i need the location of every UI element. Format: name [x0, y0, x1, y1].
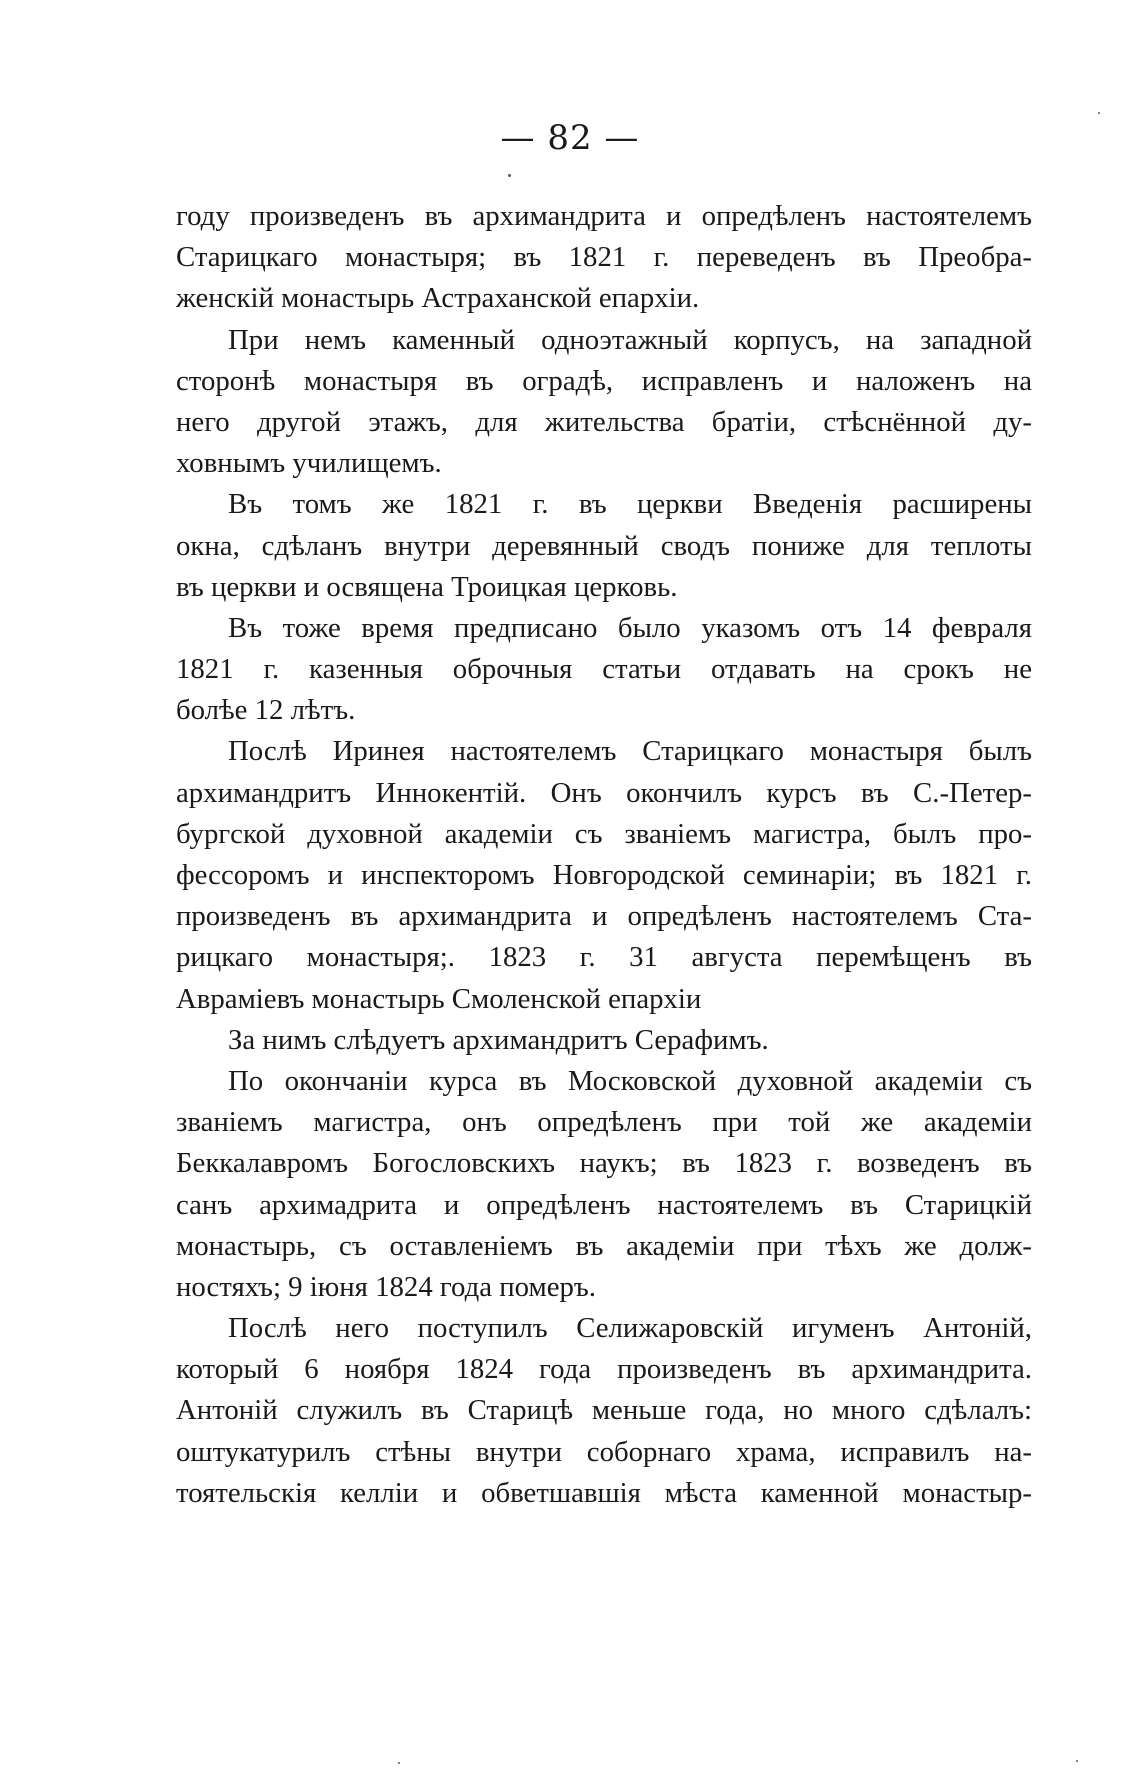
text-line: который 6 ноября 1824 года произведенъ въ архимандрита. — [176, 1353, 1032, 1386]
text-line: произведенъ въ архимандрита и опредѣленъ настоятелемъ Ста- — [176, 900, 1032, 933]
text-line: рицкаго монастыря;. 1823 г. 31 августа перемѣщенъ въ — [176, 941, 1032, 974]
text-line: ховнымъ училищемъ. — [176, 447, 442, 480]
text-line: монастырь, съ оставленіемъ въ академіи при тѣхъ же долж- — [176, 1229, 1032, 1262]
text-line: архимандритъ Иннокентій. Онъ окончилъ курсъ въ С.-Петер- — [176, 776, 1032, 809]
print-speck — [1098, 112, 1100, 114]
text-line: Старицкаго монастыря; въ 1821 г. переведенъ въ Преобра- — [176, 241, 1032, 274]
text-line: Авраміевъ монастырь Смоленской епархіи — [176, 982, 702, 1015]
text-line: званіемъ магистра, онъ опредѣленъ при той же академіи — [176, 1106, 1032, 1139]
text-line: сторонѣ монастыря въ оградѣ, исправленъ и наложенъ на — [176, 364, 1032, 397]
text-line: бургской духовной академіи съ званіемъ магистра, былъ про- — [176, 817, 1032, 850]
text-line: окна, сдѣланъ внутри деревянный сводъ пониже для теплоты — [176, 529, 1032, 562]
body-text — [176, 196, 1032, 1514]
text-line: Послѣ Иринея настоятелемъ Старицкаго монастыря былъ — [228, 735, 1032, 768]
text-line: женскій монастырь Астраханской епархіи. — [176, 282, 700, 315]
text-line: него другой этажъ, для жительства братіи, стѣснённой ду- — [176, 405, 1032, 438]
text-line: ностяхъ; 9 іюня 1824 года померъ. — [176, 1270, 596, 1303]
text-line: За нимъ слѣдуетъ архимандритъ Серафимъ. — [228, 1023, 769, 1056]
text-line: Беккалавромъ Богословскихъ наукъ; въ 1823 г. возведенъ въ — [176, 1147, 1032, 1180]
text-line: тоятельскія келліи и обветшавшія мѣста каменной монастыр- — [176, 1476, 1032, 1509]
text-line: По окончаніи курса въ Московской духовной академіи съ — [228, 1064, 1032, 1097]
text-line: Антоній служилъ въ Старицѣ меньше года, но много сдѣлалъ: — [176, 1394, 1032, 1427]
text-line: году произведенъ въ архимандрита и опредѣленъ настоятелемъ — [176, 200, 1032, 232]
page-number: — 82 — — [500, 118, 640, 158]
text-line: болѣе 12 лѣтъ. — [176, 694, 356, 727]
print-speck — [508, 174, 511, 177]
text-line: 1821 г. казенныя оброчныя статьи отдавать на срокъ не — [176, 653, 1032, 686]
text-line: фессоромъ и инспекторомъ Новгородской семинаріи; въ 1821 г. — [176, 859, 1032, 891]
text-line: Въ тоже время предписано было указомъ отъ 14 февраля — [228, 611, 1032, 644]
text-line: оштукатурилъ стѣны внутри соборнаго храма, исправилъ на- — [176, 1435, 1032, 1468]
text-line: Послѣ него поступилъ Селижаровскій игуменъ Антоній, — [228, 1312, 1032, 1345]
text-line: въ церкви и освящена Троицкая церковь. — [176, 570, 678, 603]
print-speck — [1076, 1760, 1078, 1762]
text-line: Въ томъ же 1821 г. въ церкви Введенія расширены — [228, 488, 1032, 521]
print-speck — [398, 1762, 400, 1764]
text-line: При немъ каменный одноэтажный корпусъ, на западной — [228, 323, 1032, 356]
text-line: санъ архимадрита и опредѣленъ настоятелемъ въ Старицкій — [176, 1188, 1032, 1221]
